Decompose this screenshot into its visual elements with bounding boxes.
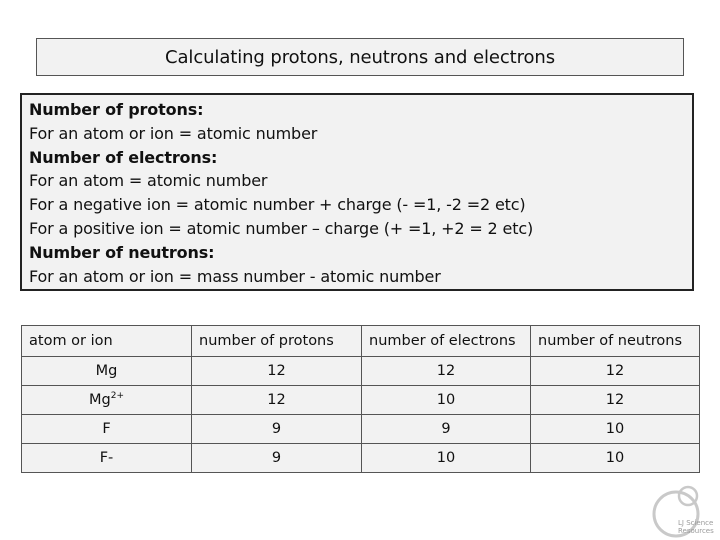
info-line: Number of neutrons:: [29, 242, 215, 262]
cell-species: [22, 357, 192, 386]
cell-electrons: 10: [362, 444, 531, 473]
info-line: Number of electrons:: [29, 147, 218, 167]
logo-line: LJ Science: [678, 519, 714, 527]
cell-species: [22, 444, 192, 473]
table-row: [22, 415, 700, 444]
cell-protons: 9: [192, 444, 362, 473]
cell-neutrons: 12: [531, 386, 700, 415]
info-line: For a positive ion = atomic number – charge (+ =1, +2 = 2 etc): [29, 218, 534, 238]
info-line: For an atom or ion = atomic number: [29, 123, 318, 143]
particle-table: [21, 325, 700, 473]
page-title-text: Calculating protons, neutrons and electrons: [165, 46, 555, 68]
cell-neutrons: 12: [531, 357, 700, 386]
info-line: For a negative ion = atomic number + charge (- =1, -2 =2 etc): [29, 195, 526, 215]
cell-protons: 12: [192, 386, 362, 415]
cell-protons: 12: [192, 357, 362, 386]
species-symbol: Mg: [89, 392, 111, 408]
species-symbol: Mg: [95, 363, 118, 379]
cell-electrons: 9: [362, 415, 531, 444]
header-neutrons: number of neutrons: [531, 326, 700, 357]
cell-electrons: 10: [362, 386, 531, 415]
species-charge: 2+: [110, 391, 124, 402]
cell-neutrons: 10: [531, 444, 700, 473]
cell-electrons: 12: [362, 357, 531, 386]
page-title: [36, 38, 684, 76]
cell-protons: 9: [192, 415, 362, 444]
info-box: [20, 93, 694, 291]
info-line: Number of protons:: [29, 100, 204, 119]
cell-species: [22, 415, 192, 444]
info-line: For an atom = atomic number: [29, 171, 268, 191]
header-protons: number of protons: [192, 326, 362, 357]
table-row: [22, 444, 700, 473]
table-row: [22, 357, 700, 386]
logo-line: Resources: [678, 527, 714, 535]
header-atom-or-ion: atom or ion: [22, 326, 192, 357]
table-row: [22, 386, 700, 415]
species-symbol: F: [102, 421, 111, 437]
logo-text: [678, 519, 714, 535]
species-symbol: F-: [99, 450, 114, 466]
table-header-row: [22, 326, 700, 357]
cell-neutrons: 10: [531, 415, 700, 444]
cell-species: [22, 386, 192, 415]
header-electrons: number of electrons: [362, 326, 531, 357]
info-line: For an atom or ion = mass number - atomic number: [29, 266, 441, 286]
